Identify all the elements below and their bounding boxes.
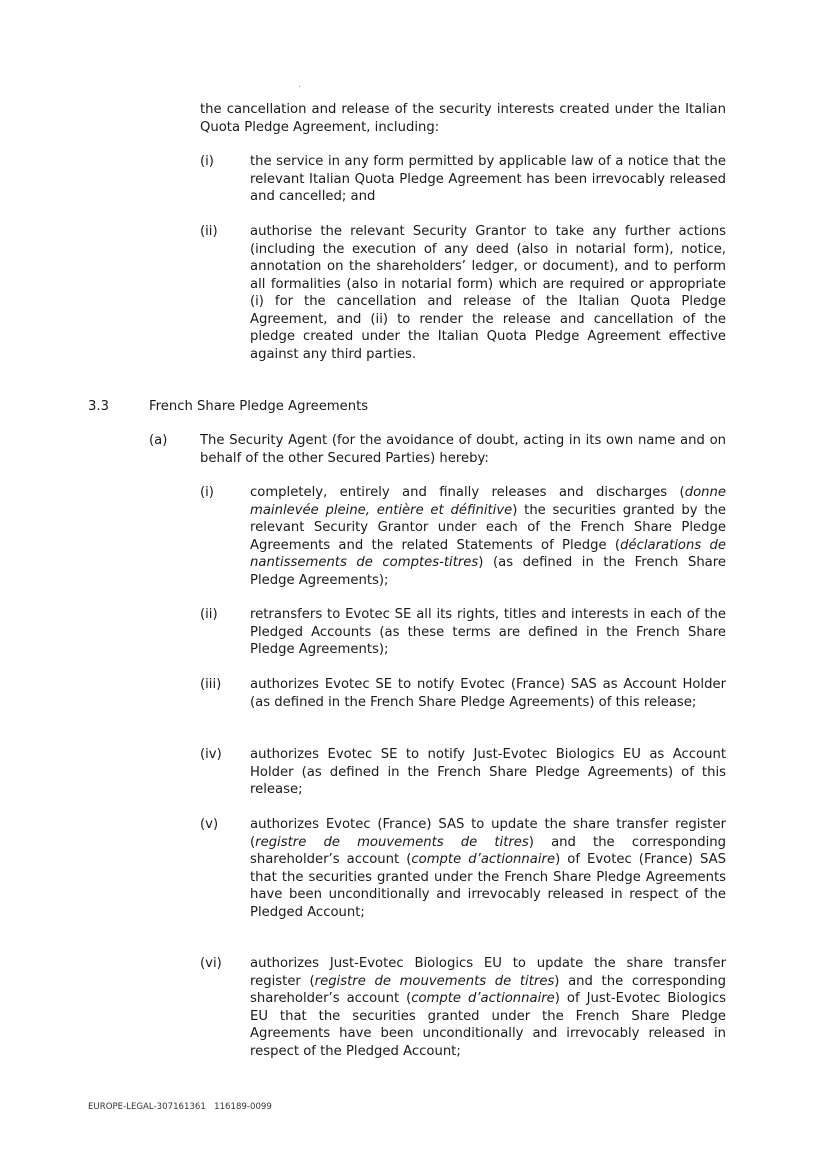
item-number: (vi) (200, 956, 222, 971)
item-number: (i) (200, 485, 214, 500)
item-number: (iii) (200, 677, 222, 692)
french-item-ii (200, 606, 726, 659)
item-text: authorizes Evotec (France) SAS to update the share transfer register (registre de mouvements de titres) and the corresponding shareholder’s account (compte d’actionnaire) of Evotec (France) SAS that the securities granted under the French Share Pledge Agreements have been unconditionally and irrevocably released in respect of the Pledged Account; (250, 817, 727, 920)
french-item-vi (200, 955, 726, 1060)
french-item-v (200, 816, 726, 921)
section-title: French Share Pledge Agreements (149, 399, 369, 414)
item-text: authorise the relevant Security Grantor to take any further actions (including the execution of any deed (also in notarial form), notice, annotation on the shareholders’ ledger, or document), and to perform all formalities (also in notarial form) which are required or appropriate (i) for the cancellation and release of the Italian Quota Pledge Agreement, and (ii) to render the release and cancellation of the pledge created under the Italian Quota Pledge Agreement effective against any third parties. (250, 224, 726, 362)
item-text: the service in any form permitted by applicable law of a notice that the relevant Italian Quota Pledge Agreement has been irrevocably released and cancelled; and (250, 154, 726, 204)
item-number: (iv) (200, 747, 222, 762)
item-number: (ii) (200, 224, 218, 239)
french-item-i (200, 484, 726, 589)
paragraph-a (149, 432, 726, 467)
french-item-iv (200, 746, 726, 799)
paragraph-number: (a) (149, 433, 168, 448)
french-item-iii (200, 676, 726, 711)
footer-matter-number: 116189-0099 (214, 1102, 272, 1112)
italian-item-i (200, 153, 726, 206)
page-mark (299, 86, 300, 87)
italian-item-ii (200, 223, 726, 363)
item-text: authorizes Evotec SE to notify Evotec (France) SAS as Account Holder (as defined in the French Share Pledge Agreements) of this release; (250, 677, 726, 710)
item-text: completely, entirely and finally releases and discharges (donne mainlevée pleine, entière et définitive) the securities granted by the relevant Security Grantor under each of the French Share Pledge Agreements and the related Statements of Pledge (déclarations de nantissements de comptes-titres) (as defined in the French Share Pledge Agreements); (250, 485, 727, 588)
item-text: retransfers to Evotec SE all its rights, titles and interests in each of the Pledged Accounts (as these terms are defined in the French Share Pledge Agreements); (250, 607, 726, 657)
item-text: authorizes Evotec SE to notify Just-Evotec Biologics EU as Account Holder (as defined in the French Share Pledge Agreements) of this release; (250, 747, 726, 797)
footer-doc-ref: EUROPE-LEGAL-307161361 (88, 1102, 206, 1112)
item-number: (i) (200, 154, 214, 169)
intro-paragraph (200, 101, 726, 136)
item-number: (v) (200, 817, 219, 832)
intro-text: the cancellation and release of the security interests created under the Italian Quota Pledge Agreement, including: (200, 102, 726, 135)
footer-reference (88, 1102, 272, 1113)
item-text: authorizes Just-Evotec Biologics EU to update the share transfer register (registre de mouvements de titres) and the corresponding shareholder’s account (compte d’actionnaire) of Just-Evotec Biologics EU that the securities granted under the French Share Pledge Agreements have been unconditionally and irrevocably released in respect of the Pledged Account; (250, 956, 727, 1059)
item-number: (ii) (200, 607, 218, 622)
paragraph-text: The Security Agent (for the avoidance of doubt, acting in its own name and on behalf of the other Secured Parties) hereby: (200, 433, 726, 466)
section-number: 3.3 (88, 399, 109, 414)
